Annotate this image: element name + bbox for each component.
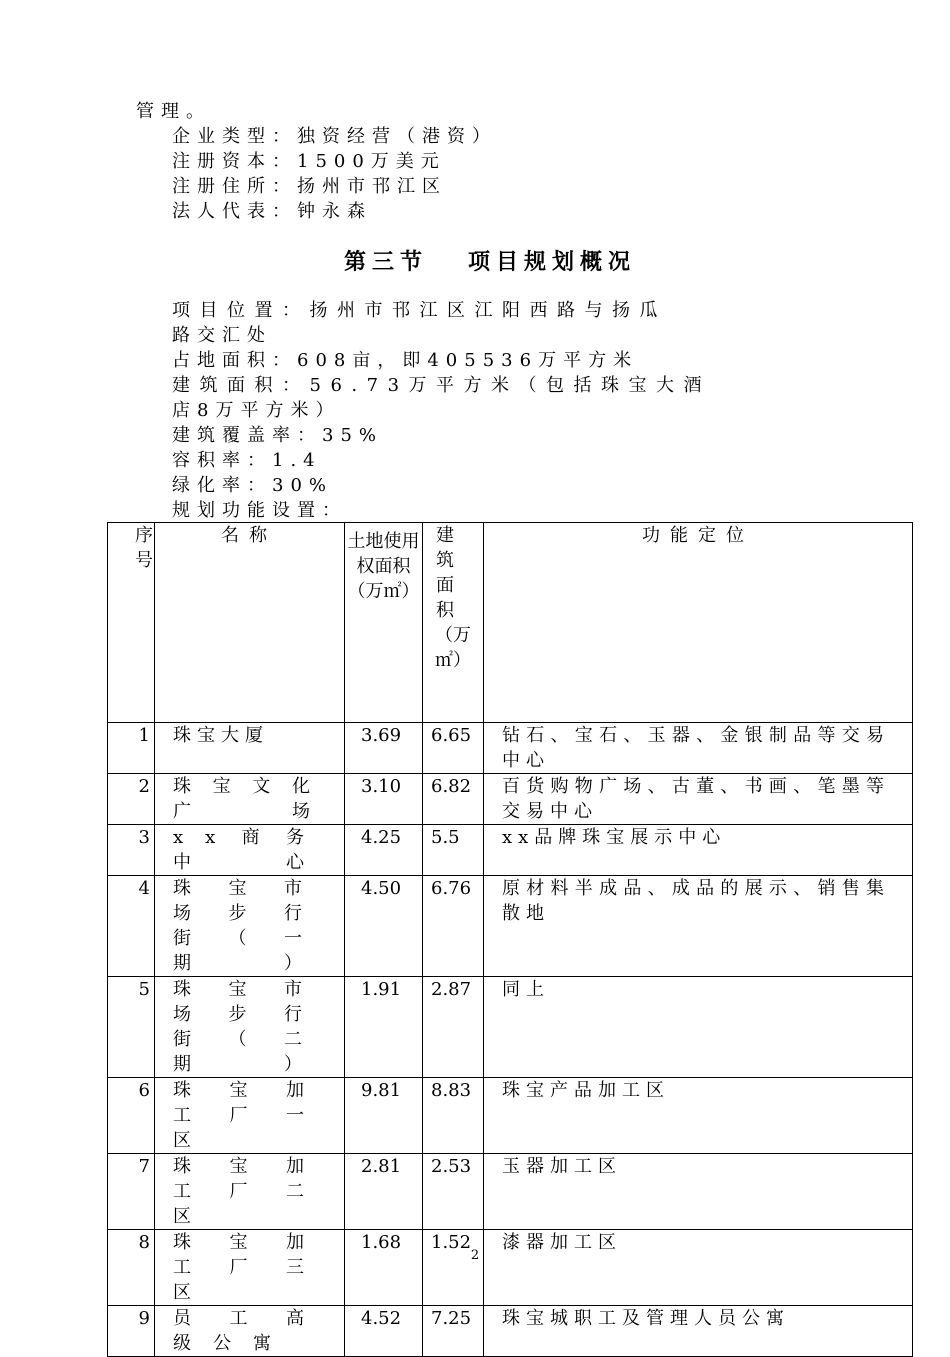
- row-building-area: 2.53: [423, 1154, 484, 1230]
- section-heading: [0, 248, 950, 276]
- building-area: 建筑面积：56.73万平方米（包括珠宝大酒: [172, 375, 712, 396]
- header-name: 名称: [155, 523, 345, 723]
- header-function: 功能定位: [484, 523, 913, 723]
- row-building-area: 6.76: [423, 876, 484, 977]
- row-no: 8: [108, 1230, 155, 1306]
- registered-capital: 注册资本：1500万美元: [172, 151, 446, 172]
- table-row: [108, 977, 913, 1078]
- row-building-area: 6.82: [423, 774, 484, 825]
- row-function: 原材料半成品、成品的展示、销售集散地: [484, 876, 913, 977]
- building-area-cont: 店8万平方米）: [172, 400, 341, 421]
- row-land-area: 4.52: [345, 1306, 423, 1357]
- table-row: [108, 1230, 913, 1306]
- header-no: 序号: [108, 523, 155, 723]
- registered-address: 注册住所：扬州市邗江区: [172, 176, 447, 197]
- row-land-area: 3.69: [345, 723, 423, 774]
- row-building-area: 8.83: [423, 1078, 484, 1154]
- table-row: [108, 825, 913, 876]
- project-location: 项目位置：扬州市邗江区江阳西路与扬瓜: [172, 300, 667, 321]
- header-land-area: 土地使用权面积（万㎡）: [345, 523, 423, 723]
- row-land-area: 1.91: [345, 977, 423, 1078]
- row-building-area: 6.65: [423, 723, 484, 774]
- greening-rate: 绿化率：30%: [172, 475, 334, 496]
- row-function: 玉器加工区: [484, 1154, 913, 1230]
- page-number: 2: [470, 1248, 480, 1263]
- row-no: 5: [108, 977, 155, 1078]
- row-no: 2: [108, 774, 155, 825]
- row-name: 员工高级公寓: [155, 1306, 345, 1357]
- row-no: 7: [108, 1154, 155, 1230]
- row-name: xx商务中心: [155, 825, 345, 876]
- table-header-row: [108, 523, 913, 723]
- row-function: 百货购物广场、古董、书画、笔墨等交易中心: [484, 774, 913, 825]
- row-name: 珠宝市场步行街（一期）: [155, 876, 345, 977]
- row-land-area: 4.50: [345, 876, 423, 977]
- row-function: 漆器加工区: [484, 1230, 913, 1306]
- building-coverage: 建筑覆盖率：35%: [172, 425, 384, 446]
- table-row: [108, 774, 913, 825]
- row-function: 钻石、宝石、玉器、金银制品等交易中心: [484, 723, 913, 774]
- planning-table: [107, 522, 913, 1357]
- row-name: 珠宝市场步行街（二期）: [155, 977, 345, 1078]
- intro-line-1: 管理。: [136, 101, 211, 122]
- row-no: 9: [108, 1306, 155, 1357]
- row-land-area: 3.10: [345, 774, 423, 825]
- row-building-area: 1.52: [423, 1230, 484, 1306]
- table-row: [108, 876, 913, 977]
- row-name: 珠宝加工厂二区: [155, 1154, 345, 1230]
- table-row: [108, 723, 913, 774]
- row-function: 珠宝产品加工区: [484, 1078, 913, 1154]
- row-function: 同上: [484, 977, 913, 1078]
- row-function: xx品牌珠宝展示中心: [484, 825, 913, 876]
- land-area: 占地面积：608亩，即405536万平方米: [172, 350, 639, 371]
- row-land-area: 2.81: [345, 1154, 423, 1230]
- row-building-area: 5.5: [423, 825, 484, 876]
- row-no: 6: [108, 1078, 155, 1154]
- header-building-area: 建筑面积（万㎡）: [423, 523, 484, 723]
- row-land-area: 9.81: [345, 1078, 423, 1154]
- row-no: 4: [108, 876, 155, 977]
- row-name: 珠宝文化广场: [155, 774, 345, 825]
- row-name: 珠宝大厦: [155, 723, 345, 774]
- row-building-area: 7.25: [423, 1306, 484, 1357]
- project-location-cont: 路交汇处: [172, 325, 272, 346]
- table-row: [108, 1306, 913, 1357]
- row-building-area: 2.87: [423, 977, 484, 1078]
- row-land-area: 4.25: [345, 825, 423, 876]
- table-row: [108, 1154, 913, 1230]
- enterprise-type: 企业类型：独资经营（港资）: [172, 126, 497, 147]
- table-row: [108, 1078, 913, 1154]
- section-title: 项目规划概况: [468, 249, 637, 275]
- row-land-area: 1.68: [345, 1230, 423, 1306]
- row-function: 珠宝城职工及管理人员公寓: [484, 1306, 913, 1357]
- row-name: 珠宝加工厂三区: [155, 1230, 345, 1306]
- section-number: 第三节: [343, 249, 428, 275]
- function-setup-label: 规划功能设置：: [172, 500, 347, 521]
- plot-ratio: 容积率：1.4: [172, 450, 322, 471]
- row-no: 1: [108, 723, 155, 774]
- legal-representative: 法人代表：钟永森: [172, 201, 372, 222]
- row-name: 珠宝加工厂一区: [155, 1078, 345, 1154]
- row-no: 3: [108, 825, 155, 876]
